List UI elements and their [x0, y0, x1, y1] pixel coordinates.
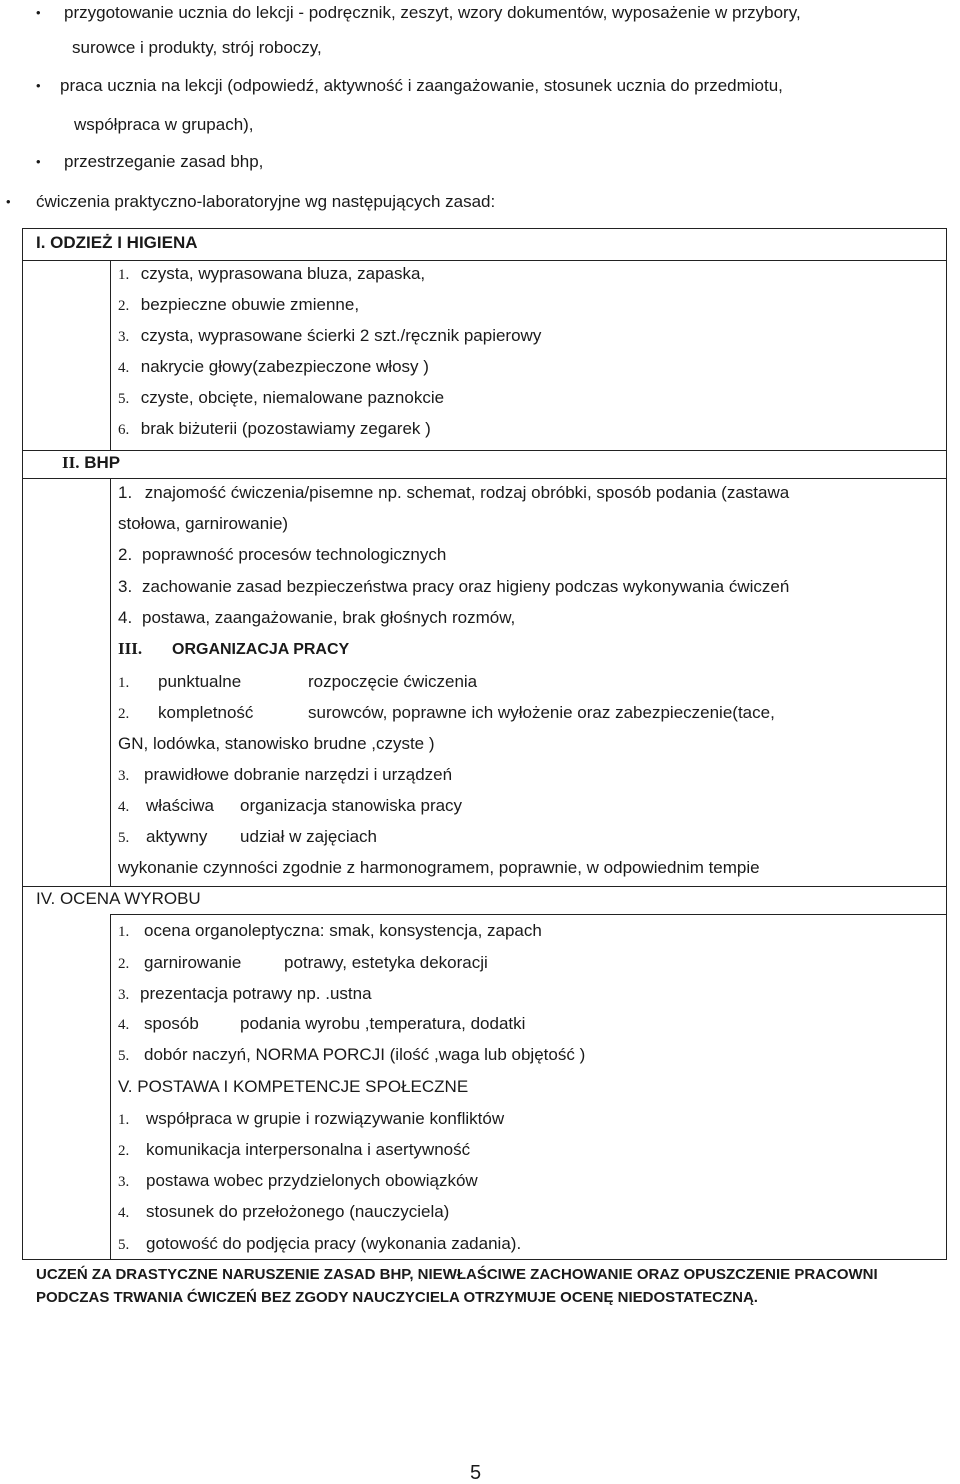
list-item: 4. stosunek do przełożonego (nauczyciela) — [118, 1202, 450, 1221]
divider — [110, 260, 111, 450]
intro-item-4: ćwiczenia praktyczno-laboratoryjne wg następujących zasad: — [36, 192, 496, 211]
list-item: 4. sposób podania wyrobu ,temperatura, dodatki — [118, 1014, 526, 1033]
intro-item-1-cont: surowce i produkty, strój roboczy, — [72, 38, 322, 57]
list-item: wykonanie czynności zgodnie z harmonogramem, poprawnie, w odpowiednim tempie — [118, 858, 760, 877]
list-item: 5. gotowość do podjęcia pracy (wykonania zadania). — [118, 1234, 522, 1253]
section-heading-bhp: II. BHP — [62, 453, 121, 472]
list-item: 4. nakrycie głowy(zabezpieczone włosy ) — [118, 357, 429, 376]
list-item: 5. czyste, obcięte, niemalowane paznokcie — [118, 388, 445, 407]
intro-item-1: przygotowanie ucznia do lekcji - podręcznik, zeszyt, wzory dokumentów, wyposażenie w przybory, — [64, 3, 801, 22]
list-item: 3. czysta, wyprasowane ścierki 2 szt./ręcznik papierowy — [118, 326, 542, 345]
section-heading-organization: III. ORGANIZACJA PRACY — [118, 639, 350, 658]
list-item: 4. postawa, zaangażowanie, brak głośnych rozmów, — [118, 608, 516, 627]
section-heading-attitude: V. POSTAWA I KOMPETENCJE SPOŁECZNE — [118, 1077, 469, 1096]
section-heading-product: IV. OCENA WYROBU — [36, 889, 201, 908]
divider — [110, 914, 111, 1260]
list-item: 2. kompletność surowców, poprawne ich wyłożenie oraz zabezpieczenie(tace, — [118, 703, 775, 722]
intro-item-2-cont: współpraca w grupach), — [74, 115, 254, 134]
list-item: 5. aktywny udział w zajęciach — [118, 827, 378, 846]
list-item: stołowa, garnirowanie) — [118, 514, 289, 533]
bullet-dot: • — [36, 5, 41, 20]
divider — [110, 914, 947, 915]
list-item: 2. garnirowanie potrawy, estetyka dekoracji — [118, 953, 488, 972]
intro-item-3: przestrzeganie zasad bhp, — [64, 152, 264, 171]
intro-item-2: praca ucznia na lekcji (odpowiedź, aktywność i zaangażowanie, stosunek ucznia do przedmiotu, — [60, 76, 783, 95]
bullet-dot: • — [6, 194, 11, 209]
divider — [22, 260, 947, 261]
list-item: 3. postawa wobec przydzielonych obowiązków — [118, 1171, 478, 1190]
divider — [22, 886, 947, 887]
list-item: 1. ocena organoleptyczna: smak, konsystencja, zapach — [118, 921, 542, 940]
list-item: 6. brak biżuterii (pozostawiamy zegarek ) — [118, 419, 431, 438]
section-heading-hygiene: I. ODZIEŻ I HIGIENA — [36, 233, 198, 252]
list-item: 4. właściwa organizacja stanowiska pracy — [118, 796, 463, 815]
bullet-dot: • — [36, 154, 41, 169]
divider — [110, 478, 111, 886]
warning-line-2: PODCZAS TRWANIA ĆWICZEŃ BEZ ZGODY NAUCZYCIELA OTRZYMUJE OCENĘ NIEDOSTATECZNĄ. — [36, 1289, 758, 1306]
list-item: 5. dobór naczyń, NORMA PORCJI (ilość ,waga lub objętość ) — [118, 1045, 586, 1064]
list-item: 3. zachowanie zasad bezpieczeństwa pracy oraz higieny podczas wykonywania ćwiczeń — [118, 577, 790, 596]
list-item: 3. prezentacja potrawy np. .ustna — [118, 984, 372, 1003]
list-item: 2. poprawność procesów technologicznych — [118, 545, 447, 564]
list-item: 2. komunikacja interpersonalna i asertywność — [118, 1140, 471, 1159]
page-number: 5 — [470, 1462, 482, 1484]
warning-line-1: UCZEŃ ZA DRASTYCZNE NARUSZENIE ZASAD BHP, NIEWŁAŚCIWE ZACHOWANIE ORAZ OPUSZCZENIE PRACOWNI — [36, 1266, 878, 1283]
list-item: GN, lodówka, stanowisko brudne ,czyste ) — [118, 734, 435, 753]
list-item: 2. bezpieczne obuwie zmienne, — [118, 295, 360, 314]
divider — [22, 450, 947, 451]
list-item: 1. punktualne rozpoczęcie ćwiczenia — [118, 672, 478, 691]
list-item: 1. znajomość ćwiczenia/pisemne np. schemat, rodzaj obróbki, sposób podania (zastawa — [118, 483, 790, 502]
bullet-dot: • — [36, 78, 41, 93]
divider — [22, 478, 947, 479]
list-item: 3. prawidłowe dobranie narzędzi i urządzeń — [118, 765, 453, 784]
list-item: 1. współpraca w grupie i rozwiązywanie konfliktów — [118, 1109, 505, 1128]
list-item: 1. czysta, wyprasowana bluza, zapaska, — [118, 264, 426, 283]
